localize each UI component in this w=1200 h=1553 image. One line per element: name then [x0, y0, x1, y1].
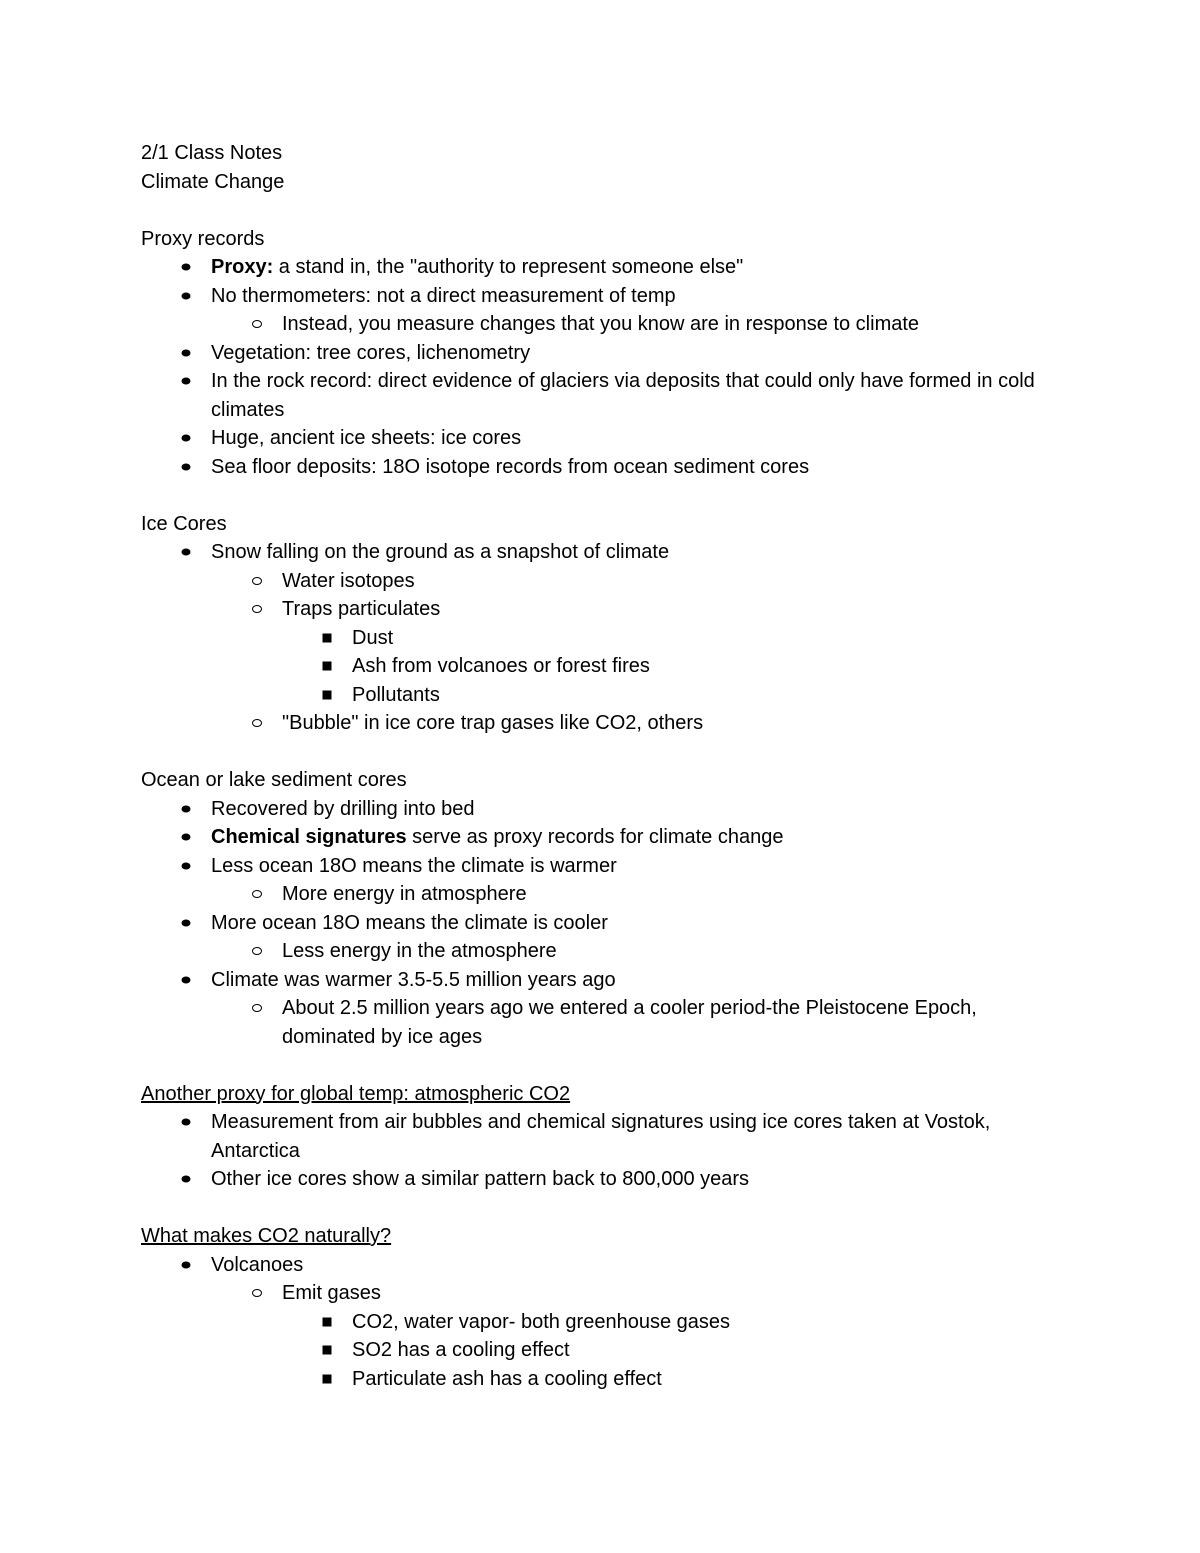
list-item: [141, 909, 1071, 938]
bullet-square-icon: [317, 1365, 337, 1394]
section-heading-sediment-cores: Ocean or lake sediment cores: [141, 769, 407, 791]
bullet-circle-icon: [247, 880, 267, 909]
list-item: [141, 1165, 1071, 1194]
bullet-disc-icon: [176, 795, 196, 824]
section-heading-ice-cores: Ice Cores: [141, 512, 227, 535]
list-item-text: CO2, water vapor- both greenhouse gases: [352, 1310, 730, 1333]
bullet-square-icon: [317, 1336, 337, 1365]
section-heading-co2-proxy: Another proxy for global temp: atmospheric CO2: [141, 1082, 571, 1105]
list-item-text: Traps particulates: [282, 598, 441, 620]
blank-line: [141, 738, 1071, 767]
list-item-text: Less ocean 18O means the climate is warmer: [211, 854, 617, 877]
list-item-text: Pollutants: [352, 683, 440, 706]
bullet-disc-icon: [176, 253, 196, 282]
co2-proxy-list: [141, 1108, 1071, 1194]
list-subitem: [141, 937, 1071, 966]
list-item-text: Volcanoes: [211, 1253, 304, 1276]
bullet-circle-icon: [247, 310, 267, 339]
term-bold: Proxy:: [211, 256, 274, 278]
document-date-title: 2/1 Class Notes: [141, 142, 283, 164]
list-subitem: [141, 567, 1071, 596]
list-item-text: "Bubble" in ice core trap gases like CO2, others: [282, 712, 704, 734]
bullet-circle-icon: [247, 1279, 267, 1308]
sediment-cores-list: [141, 795, 1071, 1052]
natural-co2-list: [141, 1251, 1071, 1394]
bullet-circle-icon: [247, 595, 267, 624]
bullet-circle-icon: [247, 709, 267, 738]
proxy-records-list: [141, 253, 1071, 481]
bullet-disc-icon: [176, 424, 196, 453]
list-item-text: Emit gases: [282, 1282, 381, 1304]
bullet-square-icon: [317, 1308, 337, 1337]
list-item: [141, 1251, 1071, 1280]
list-item: [141, 453, 1071, 482]
list-item: [141, 538, 1071, 567]
list-item-text: Ash from volcanoes or forest fires: [352, 655, 650, 677]
list-subitem: [141, 1279, 1071, 1308]
list-item: [141, 1108, 1071, 1165]
list-subsubitem: [141, 1365, 1071, 1394]
bullet-circle-icon: [247, 937, 267, 966]
list-item-text: Sea floor deposits: 18O isotope records from ocean sediment cores: [211, 455, 810, 478]
list-subsubitem: [141, 1336, 1071, 1365]
list-item: [141, 282, 1071, 311]
list-item-text: Snow falling on the ground as a snapshot of climate: [211, 541, 670, 563]
blank-line: [141, 1194, 1071, 1223]
document-topic: Climate Change: [141, 170, 285, 193]
list-subsubitem: [141, 624, 1071, 653]
bullet-square-icon: [317, 652, 337, 681]
list-item: [141, 823, 1071, 852]
list-subitem: [141, 595, 1071, 624]
list-item-text: Less energy in the atmosphere: [282, 940, 557, 962]
ice-cores-list: [141, 538, 1071, 738]
list-item: [141, 966, 1071, 995]
list-subitem: [141, 310, 1071, 339]
blank-line: [141, 196, 1071, 225]
list-subitem: [141, 994, 1071, 1051]
list-item-text: Particulate ash has a cooling effect: [352, 1367, 662, 1390]
list-item-text: Dust: [352, 626, 394, 649]
list-item-text: Water isotopes: [282, 569, 415, 592]
term-bold: Chemical signatures: [211, 826, 407, 848]
list-item: [141, 424, 1071, 453]
list-item-text: Huge, ancient ice sheets: ice cores: [211, 427, 522, 449]
list-item-text: More energy in atmosphere: [282, 883, 527, 905]
bullet-disc-icon: [176, 909, 196, 938]
bullet-circle-icon: [247, 567, 267, 596]
bullet-disc-icon: [176, 823, 196, 852]
list-item-text: About 2.5 million years ago we entered a cooler period-the Pleistocene Epoch, dominated by ice ages: [282, 997, 977, 1048]
list-subsubitem: [141, 652, 1071, 681]
document-page: [141, 139, 1071, 1393]
list-item-text: In the rock record: direct evidence of glaciers via deposits that could only have formed in cold climates: [211, 370, 1035, 421]
list-subsubitem: [141, 681, 1071, 710]
list-item: [141, 253, 1071, 282]
bullet-disc-icon: [176, 367, 196, 396]
bullet-disc-icon: [176, 1108, 196, 1137]
list-item-text: Instead, you measure changes that you know are in response to climate: [282, 313, 920, 335]
list-item: [141, 795, 1071, 824]
list-item-text: No thermometers: not a direct measurement of temp: [211, 284, 676, 307]
list-item-text: Vegetation: tree cores, lichenometry: [211, 341, 531, 364]
blank-line: [141, 1051, 1071, 1080]
bullet-disc-icon: [176, 1165, 196, 1194]
bullet-disc-icon: [176, 339, 196, 368]
list-item: [141, 852, 1071, 881]
list-subsubitem: [141, 1308, 1071, 1337]
list-item-text: Climate was warmer 3.5-5.5 million years ago: [211, 968, 616, 991]
list-subitem: [141, 880, 1071, 909]
section-heading-natural-co2: What makes CO2 naturally?: [141, 1225, 392, 1247]
bullet-square-icon: [317, 624, 337, 653]
list-item-text: serve as proxy records for climate change: [406, 826, 784, 848]
blank-line: [141, 481, 1071, 510]
bullet-disc-icon: [176, 538, 196, 567]
bullet-disc-icon: [176, 1251, 196, 1280]
list-item-text: Recovered by drilling into bed: [211, 797, 475, 820]
list-item-text: Measurement from air bubbles and chemical signatures using ice cores taken at Vostok, Antarctica: [211, 1111, 991, 1162]
list-item: [141, 339, 1071, 368]
bullet-disc-icon: [176, 282, 196, 311]
list-item-text: SO2 has a cooling effect: [352, 1339, 570, 1361]
bullet-disc-icon: [176, 966, 196, 995]
bullet-disc-icon: [176, 453, 196, 482]
definition-text: a stand in, the "authority to represent someone else": [273, 256, 744, 278]
bullet-disc-icon: [176, 852, 196, 881]
list-item-text: More ocean 18O means the climate is cooler: [211, 911, 608, 934]
list-subitem: [141, 709, 1071, 738]
section-heading-proxy-records: Proxy records: [141, 227, 265, 250]
bullet-square-icon: [317, 681, 337, 710]
list-item-text: Other ice cores show a similar pattern back to 800,000 years: [211, 1168, 750, 1190]
bullet-circle-icon: [247, 994, 267, 1023]
list-item: [141, 367, 1071, 424]
